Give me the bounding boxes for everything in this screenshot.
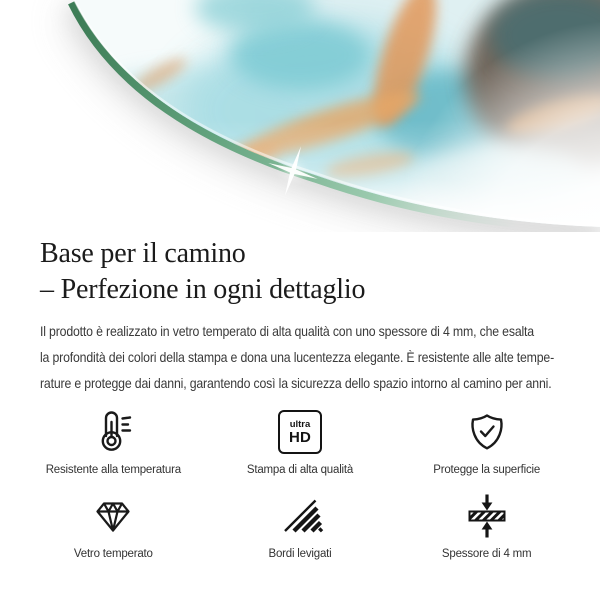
thermometer-icon (89, 406, 137, 458)
title-line-2: – Perfezione in ogni dettaglio (40, 274, 366, 305)
feature-surface-protection (393, 406, 580, 476)
title-line-1: Base per il camino (40, 238, 246, 269)
product-image (0, 0, 600, 232)
glass-disc-illustration (0, 0, 600, 232)
feature-label: Vetro temperato (73, 548, 153, 560)
description-line-3: rature e protegge dai danni, garantendo così la sicurezza dello spazio intorno al camino per anni. (40, 375, 552, 391)
feature-label: Bordi levigati (268, 548, 332, 560)
features-grid (0, 406, 600, 560)
description-line-2: la profondità dei colori della stampa e dona una lucentezza elegante. È resistente alle alte tempe- (40, 349, 555, 365)
shield-check-icon (463, 406, 511, 458)
feature-thickness (393, 490, 580, 560)
feature-print-quality (207, 406, 394, 476)
content-section (0, 236, 600, 396)
diamond-icon (89, 490, 137, 542)
feature-tempered-glass (20, 490, 207, 560)
feature-label: Protegge la superficie (433, 464, 541, 476)
page-title (40, 236, 560, 308)
polished-edges-icon (276, 490, 324, 542)
thickness-icon (463, 490, 511, 542)
description-line-1: Il prodotto è realizzato in vetro temperato di alta qualità con uno spessore di 4 mm, che esalta (40, 323, 534, 339)
feature-label: Stampa di alta qualità (246, 464, 354, 476)
feature-label: Spessore di 4 mm (441, 548, 532, 560)
ultra-hd-badge-bottom: HD (288, 428, 312, 446)
feature-label: Resistente alla temperatura (45, 464, 181, 476)
ultra-hd-icon (278, 406, 322, 458)
ultra-hd-badge-top: ultra (289, 418, 311, 430)
feature-temperature (20, 406, 207, 476)
feature-polished-edges (207, 490, 394, 560)
product-description (40, 318, 600, 396)
